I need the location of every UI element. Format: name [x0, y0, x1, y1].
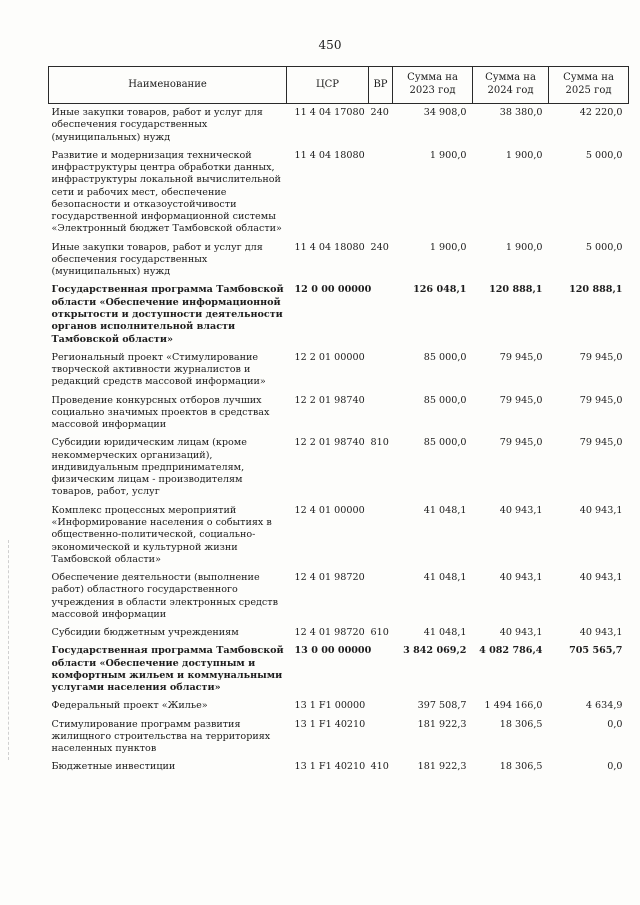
cell-csr: 12 0 00 00000	[294, 284, 372, 296]
header-name: Наименование	[49, 67, 287, 104]
table-row	[49, 569, 629, 624]
table-row	[49, 502, 629, 569]
cell-csr: 11 4 04 18080	[294, 149, 365, 161]
cell-sum-2025: 0,0	[607, 761, 623, 773]
cell-sum-2023: 1 900,0	[429, 149, 467, 161]
cell-name: Иные закупки товаров, работ и услуг для обеспечения государственных (муниципальных) нужд	[51, 241, 263, 278]
cell-sum-2023: 85 000,0	[423, 437, 467, 449]
cell-vr	[369, 716, 393, 759]
cell-csr: 12 4 01 00000	[294, 504, 365, 516]
cell-name: Субсидии юридическим лицам (кроме некоммерческих организаций), индивидуальным предпринимателям, физическим лицам - производителям товаров, работ, услуг	[51, 437, 247, 498]
cell-sum-2025: 42 220,0	[579, 107, 623, 118]
page-number: 450	[318, 38, 342, 52]
cell-name: Региональный проект «Стимулирование творческой активности журналистов и редакций средств массовой информации»	[51, 351, 266, 388]
cell-sum-2025: 5 000,0	[585, 149, 623, 161]
table-row	[49, 104, 629, 147]
cell-name: Развитие и модернизация технической инфраструктуры центра обработки данных, инфраструктуры локальной вычислительной сети и рабочих мест, обеспечение безопасности и отказоустойчивости государственной информационной системы «Электронный бюджет Тамбовской области»	[51, 149, 282, 235]
cell-csr: 11 4 04 18080	[294, 241, 365, 253]
budget-table	[48, 66, 629, 777]
cell-sum-2023: 41 048,1	[423, 572, 467, 584]
scan-margin-line	[8, 540, 10, 760]
cell-sum-2023: 126 048,1	[413, 284, 467, 296]
cell-vr: 610	[370, 627, 389, 639]
table-row	[49, 697, 629, 715]
header-csr: ЦСР	[287, 67, 369, 104]
cell-name: Федеральный проект «Жилье»	[51, 700, 208, 712]
cell-vr: 410	[370, 761, 389, 773]
table-header-row	[49, 67, 629, 104]
cell-sum-2024: 40 943,1	[499, 572, 543, 584]
header-vr: ВР	[369, 67, 393, 104]
cell-sum-2023: 85 000,0	[423, 351, 467, 363]
cell-name: Стимулирование программ развития жилищного строительства на территориях населенных пунктов	[51, 718, 271, 755]
cell-name: Бюджетные инвестиции	[51, 761, 176, 773]
cell-sum-2023: 85 000,0	[423, 394, 467, 406]
cell-sum-2025: 120 888,1	[569, 284, 623, 296]
cell-name: Иные закупки товаров, работ и услуг для обеспечения государственных (муниципальных) нужд	[51, 107, 263, 143]
cell-sum-2025: 40 943,1	[579, 504, 623, 516]
cell-sum-2025: 40 943,1	[579, 572, 623, 584]
cell-sum-2024: 40 943,1	[499, 627, 543, 639]
cell-sum-2024: 79 945,0	[499, 351, 543, 363]
cell-sum-2023: 397 508,7	[417, 700, 467, 712]
cell-vr	[369, 502, 393, 569]
cell-csr: 13 1 F1 40210	[294, 718, 366, 730]
cell-sum-2025: 79 945,0	[579, 437, 623, 449]
cell-vr	[369, 281, 393, 348]
table-row	[49, 239, 629, 282]
cell-sum-2024: 40 943,1	[499, 504, 543, 516]
table-row	[49, 716, 629, 759]
cell-sum-2023: 181 922,3	[417, 718, 467, 730]
cell-name: Проведение конкурсных отборов лучших социально значимых проектов в средствах массовой информации	[51, 394, 270, 431]
cell-name: Государственная программа Тамбовской области «Обеспечение доступным и комфортным жильем и коммунальными услугами населения области»	[51, 645, 284, 694]
cell-sum-2025: 4 634,9	[585, 700, 623, 712]
cell-sum-2023: 41 048,1	[423, 627, 467, 639]
cell-vr	[369, 569, 393, 624]
table-row	[49, 434, 629, 501]
cell-sum-2024: 18 306,5	[499, 761, 543, 773]
cell-name: Комплекс процессных мероприятий «Информирование населения о событиях в общественно-политической, социально-экономической и культурной жизни Тамбовской области»	[51, 504, 272, 565]
header-sum-2025: Сумма на 2025 год	[549, 67, 629, 104]
table-row	[49, 758, 629, 776]
cell-sum-2024: 120 888,1	[489, 284, 543, 296]
cell-sum-2025: 5 000,0	[585, 241, 623, 253]
cell-vr	[369, 392, 393, 435]
cell-vr	[369, 642, 393, 697]
cell-csr: 13 1 F1 00000	[294, 700, 366, 712]
cell-sum-2023: 41 048,1	[423, 504, 467, 516]
cell-csr: 12 4 01 98720	[294, 627, 365, 639]
cell-sum-2024: 1 900,0	[505, 149, 543, 161]
cell-vr: 240	[370, 241, 389, 253]
cell-sum-2024: 18 306,5	[499, 718, 543, 730]
table-row	[49, 349, 629, 392]
cell-csr: 12 2 01 00000	[294, 351, 365, 363]
header-sum-2024: Сумма на 2024 год	[473, 67, 549, 104]
table-row	[49, 392, 629, 435]
cell-vr	[369, 697, 393, 715]
cell-sum-2024: 1 494 166,0	[484, 700, 543, 712]
cell-csr: 12 2 01 98740	[294, 394, 365, 406]
cell-vr: 810	[370, 437, 389, 449]
cell-sum-2024: 79 945,0	[499, 394, 543, 406]
cell-csr: 12 4 01 98720	[294, 572, 365, 584]
table-body	[49, 104, 629, 777]
table-row	[49, 624, 629, 642]
cell-vr	[369, 147, 393, 239]
cell-name: Субсидии бюджетным учреждениям	[51, 627, 239, 639]
table-row	[49, 147, 629, 239]
cell-csr: 12 2 01 98740	[294, 437, 365, 449]
cell-sum-2025: 79 945,0	[579, 351, 623, 363]
cell-sum-2024: 79 945,0	[499, 437, 543, 449]
cell-csr: 11 4 04 17080	[294, 107, 365, 118]
cell-sum-2023: 34 908,0	[423, 107, 467, 118]
cell-sum-2023: 1 900,0	[429, 241, 467, 253]
cell-sum-2025: 705 565,7	[569, 645, 623, 657]
cell-sum-2024: 4 082 786,4	[479, 645, 543, 657]
table-row-program	[49, 642, 629, 697]
header-sum-2023: Сумма на 2023 год	[393, 67, 473, 104]
cell-sum-2023: 3 842 069,2	[403, 645, 467, 657]
cell-sum-2025: 79 945,0	[579, 394, 623, 406]
cell-name: Государственная программа Тамбовской области «Обеспечение информационной открытости и доступности деятельности органов исполнительной власти Тамбовской области»	[51, 284, 284, 345]
table-row-program	[49, 281, 629, 348]
cell-csr: 13 1 F1 40210	[294, 761, 366, 773]
cell-sum-2024: 38 380,0	[499, 107, 543, 118]
cell-csr: 13 0 00 00000	[294, 645, 372, 657]
cell-sum-2024: 1 900,0	[505, 241, 543, 253]
cell-sum-2025: 40 943,1	[579, 627, 623, 639]
cell-sum-2025: 0,0	[607, 718, 623, 730]
cell-name: Обеспечение деятельности (выполнение работ) областного государственного учреждения в области электронных средств массовой информации	[51, 572, 278, 620]
cell-vr: 240	[370, 107, 389, 118]
cell-sum-2023: 181 922,3	[417, 761, 467, 773]
cell-vr	[369, 349, 393, 392]
